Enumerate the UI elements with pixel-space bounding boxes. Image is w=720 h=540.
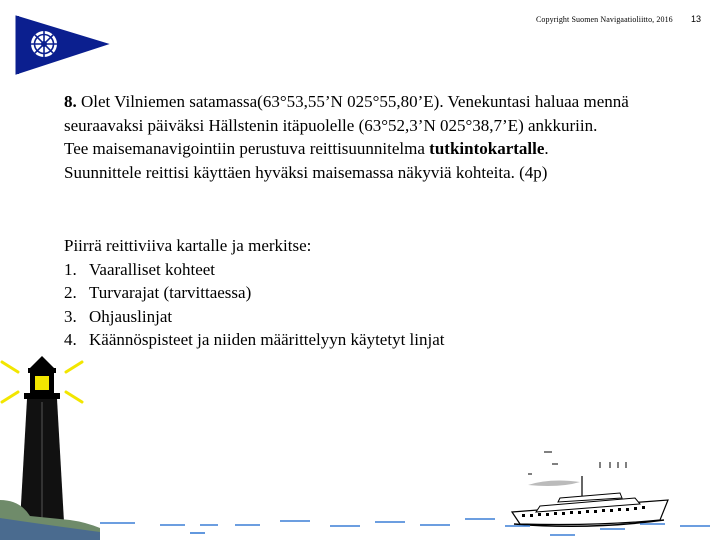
chart-name-emphasis: tutkintokartalle	[429, 139, 545, 158]
task-list	[64, 234, 684, 352]
ship-wheel-icon	[31, 31, 57, 57]
question-line-3: Suunnittele reittisi käyttäen hyväksi maisemassa näkyviä kohteita. (4p)	[64, 162, 548, 182]
question-intro	[64, 90, 704, 137]
question-line-1: Olet Vilniemen satamassa(63°53,55’N 025°55,80’E). Venekuntasi haluaa mennä seuraavaksi päiväksi Hällstenin itäpuolelle (63°52,3’N 025°38,7’E) ankkuriin.	[64, 92, 629, 135]
list-item: 2. Turvarajat (tarvittaessa)	[64, 283, 252, 302]
task-intro: Piirrä reittiviiva kartalle ja merkitse:	[64, 236, 312, 255]
question-number: 8.	[64, 92, 77, 111]
list-item: 3. Ohjauslinjat	[64, 306, 173, 326]
list-item: 1. Vaaralliset kohteet	[64, 259, 216, 279]
copyright-text: Copyright Suomen Navigaatioliitto, 2016	[536, 15, 673, 24]
flag-logo	[14, 14, 110, 78]
question-text	[64, 90, 704, 184]
page-number: 13	[691, 14, 702, 24]
water-waves	[0, 505, 720, 540]
list-item: 4. Käännöspisteet ja niiden määrittelyyn käytetyt linjat	[64, 330, 445, 349]
question-instruction: Tee maisemanavigointiin perustuva reittisuunnitelma tutkintokartalle.	[64, 139, 549, 158]
